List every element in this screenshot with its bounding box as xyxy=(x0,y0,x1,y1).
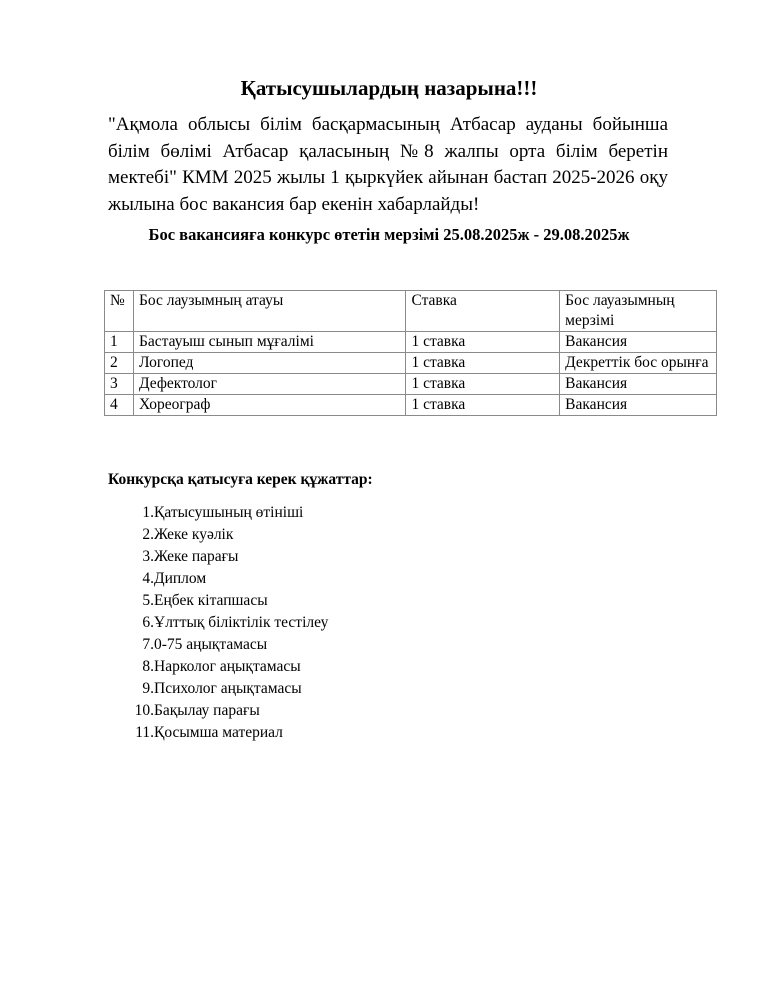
list-item-text: Жеке парағы xyxy=(154,548,239,565)
list-item-number: 3. xyxy=(142,548,154,565)
cell-term: Декреттік бос орынға xyxy=(560,353,717,374)
list-item-number: 4. xyxy=(142,570,154,587)
list-item-text: Психолог аңықтамасы xyxy=(154,680,302,697)
list-item xyxy=(130,546,328,568)
list-item xyxy=(130,612,328,634)
table-row xyxy=(105,395,717,416)
list-item-number: 9. xyxy=(142,680,154,697)
list-item-text: Бақылау парағы xyxy=(154,702,260,719)
list-item xyxy=(130,590,328,612)
header-position: Бос лаузымның атауы xyxy=(133,291,405,332)
cell-number: 4 xyxy=(105,395,134,416)
list-item xyxy=(130,568,328,590)
header-rate: Ставка xyxy=(406,291,560,332)
cell-position: Дефектолог xyxy=(133,374,405,395)
list-item-number: 7. xyxy=(142,636,154,653)
cell-term: Вакансия xyxy=(560,374,717,395)
list-item-text: Нарколог аңықтамасы xyxy=(154,658,301,675)
header-term: Бос лауазымның мерзімі xyxy=(560,291,717,332)
list-item-text: Ұлттық біліктілік тестілеу xyxy=(154,614,329,631)
cell-rate: 1 ставка xyxy=(406,332,560,353)
list-item-number: 8. xyxy=(142,658,154,675)
list-item xyxy=(130,722,328,744)
table-row xyxy=(105,332,717,353)
list-item-number: 2. xyxy=(142,526,154,543)
page-title: Қатысушылардың назарына!!! xyxy=(240,76,538,100)
documents-heading: Конкурсқа қатысуға керек құжаттар: xyxy=(108,471,373,488)
cell-position: Бастауыш сынып мұғалімі xyxy=(133,332,405,353)
cell-rate: 1 ставка xyxy=(406,395,560,416)
documents-list xyxy=(130,502,328,744)
list-item-text: Еңбек кітапшасы xyxy=(154,592,268,609)
list-item xyxy=(130,634,328,656)
header-number: № xyxy=(105,291,134,332)
list-item-text: Жеке куәлік xyxy=(154,526,234,543)
list-item xyxy=(130,700,328,722)
cell-term: Вакансия xyxy=(560,395,717,416)
list-item xyxy=(130,524,328,546)
list-item-text: 0-75 аңықтамасы xyxy=(154,636,268,653)
intro-paragraph: "Ақмола облысы білім басқармасының Атбасар ауданы бойынша білім бөлімі Атбасар қаласының №8 жалпы орта білім беретін мектебі" КММ 2025 жылы 1 қыркүйек айынан бастап 2025-2026 оқу жылына бос вакансия бар екенін хабарлайды! xyxy=(108,114,668,215)
cell-term: Вакансия xyxy=(560,332,717,353)
cell-position: Хореограф xyxy=(133,395,405,416)
cell-number: 3 xyxy=(105,374,134,395)
vacancies-table xyxy=(104,290,717,416)
table-header-row xyxy=(105,291,717,332)
cell-rate: 1 ставка xyxy=(406,353,560,374)
table-row xyxy=(105,353,717,374)
list-item-number: 6. xyxy=(142,614,154,631)
list-item-number: 10. xyxy=(134,702,154,719)
list-item-number: 1. xyxy=(142,504,154,521)
list-item-number: 5. xyxy=(142,592,154,609)
list-item-text: Қатысушының өтініші xyxy=(154,504,304,521)
table-row xyxy=(105,374,717,395)
deadline-text: Бос вакансияға конкурс өтетін мерзімі 25.08.2025ж - 29.08.2025ж xyxy=(148,225,630,244)
list-item xyxy=(130,502,328,524)
list-item-number: 11. xyxy=(135,724,154,741)
cell-number: 2 xyxy=(105,353,134,374)
list-item xyxy=(130,656,328,678)
list-item xyxy=(130,678,328,700)
cell-rate: 1 ставка xyxy=(406,374,560,395)
list-item-text: Қосымша материал xyxy=(154,724,283,741)
cell-position: Логопед xyxy=(133,353,405,374)
list-item-text: Диплом xyxy=(154,570,207,587)
cell-number: 1 xyxy=(105,332,134,353)
